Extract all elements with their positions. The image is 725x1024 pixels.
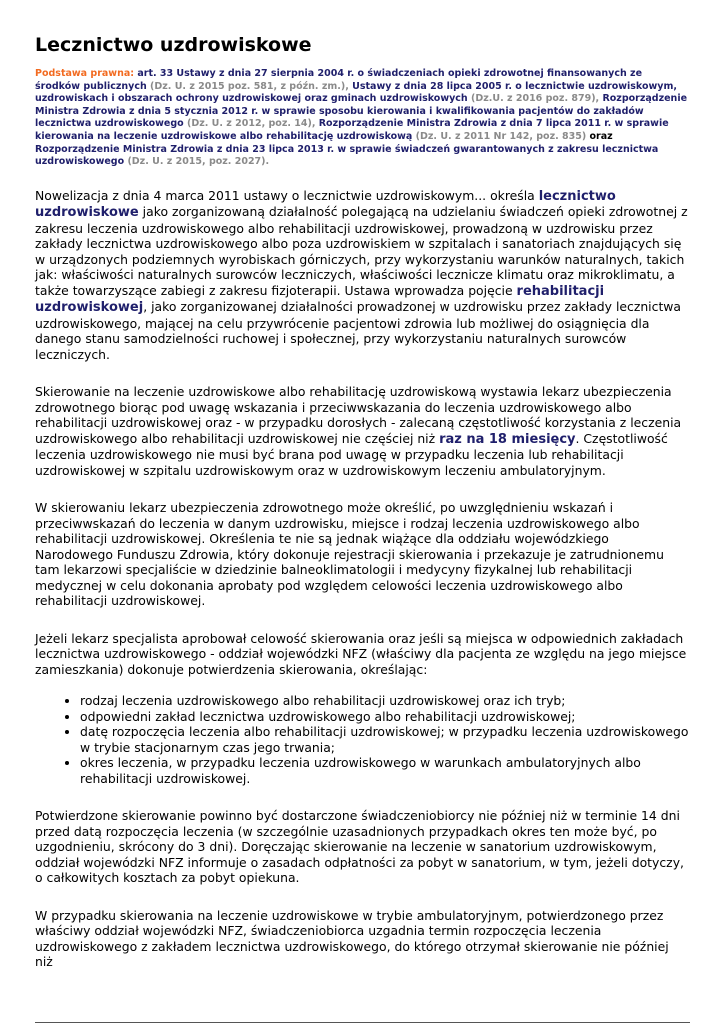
legal-act-reference: (Dz.U. z 2016 poz. 879), bbox=[467, 93, 600, 105]
legal-act-reference: (Dz. U. z 2011 Nr 142, poz. 835) bbox=[412, 130, 587, 142]
article-body bbox=[35, 188, 690, 970]
paragraph-confirmation bbox=[35, 631, 690, 678]
paragraph-delivery: Potwierdzone skierowanie powinno być dostarczone świadczeniobiorcy nie później niż w terminie 14 dni przed datą rozpoczęcia leczenia (w szczególnie uzasadnionych przypadkach okres ten może być, po uzgodnieniu, skrócony do 3 dni). Doręczając skierowanie na leczenie w sanatorium uzdrowiskowym, oddział wojewódzki NFZ informuje o zasadach odpłatności za pobyt w sanatorium, w tym, jeżeli dotyczy, o całkowitych kosztach za pobyt opiekuna. bbox=[35, 808, 684, 886]
paragraph-referral bbox=[35, 384, 690, 478]
paragraph-text: W skierowaniu lekarz ubezpieczenia zdrowotnego może określić, po uwzględnieniu wskazań i przeciwwskazań do leczenia w danym uzdrowisku, miejsce i rodzaj leczenia uzdrowiskowego albo rehabilitacji uzdrowiskowej. Określenia te nie są jednak wiążące dla oddziału wojewódzkiego Narodowego Funduszu Zdrowia, który dokonuje rejestracji skierowania i przekazuje je zatrudnionemu tam lekarzowi specjaliście w dziedzinie balneoklimatologii i medycyny fizykalnej lub rehabilitacji medycznej w celu dokonania aprobaty pod względem celowości leczenia uzdrowiskowego albo rehabilitacji uzdrowiskowej. bbox=[35, 500, 664, 609]
list-item: • odpowiedni zakład lecznictwa uzdrowiskowego albo rehabilitacji uzdrowiskowej; bbox=[80, 709, 690, 725]
paragraph-text: Skierowanie na leczenie uzdrowiskowe albo rehabilitację uzdrowiskową wystawia lekarz ubezpieczenia zdrowotnego biorąc pod uwagę wskazania i przeciwwskazania do leczenia uzdrowiskowego albo rehabilitacji uzdrowiskowej oraz - w przypadku dorosłych - zalecaną częstotliwość korzystania z leczenia uzdrowiskowego albo rehabilitacji uzdrowiskowej nie częściej niż bbox=[35, 384, 682, 446]
paragraph-outpatient: W przypadku skierowania na leczenie uzdrowiskowe w trybie ambulatoryjnym, potwierdzonego przez właściwy oddział wojewódzki NFZ, świadczeniobiorca uzgadnia termin rozpoczęcia leczenia uzdrowiskowego z zakładem lecznictwa uzdrowiskowego, do którego otrzymał skierowanie nie później niż bbox=[35, 907, 669, 970]
paragraph-text: , jako zorganizowanej działalności prowadzonej w uzdrowisku przez zakłady lecznictwa uzdrowiskowego, mającej na celu przywrócenie pacjentowi zdrowia lub możliwej do osiągnięcia dla danego stanu samodzielności ruchowej i społecznej, przy wykorzystaniu naturalnych surowców leczniczych. bbox=[35, 299, 682, 362]
list-item: • okres leczenia, w przypadku leczenia uzdrowiskowego w warunkach ambulatoryjnych albo rehabilitacji uzdrowiskowej. bbox=[80, 755, 690, 786]
paragraph-text: . Częstotliwość leczenia uzdrowiskowego nie musi być brana pod uwagę w przypadku leczenia lub rehabilitacji uzdrowiskowej w szpitalu uzdrowiskowym oraz w uzdrowiskowym leczeniu ambulatoryjnym. bbox=[35, 430, 668, 478]
page-title: Lecznictwo uzdrowiskowe bbox=[35, 34, 312, 56]
confirmation-list bbox=[35, 693, 690, 786]
document-page bbox=[35, 30, 690, 970]
paragraph-definition bbox=[35, 188, 690, 363]
legal-act-title: art. 33 Ustawy z dnia 27 sierpnia 2004 r. o świadczeniach opieki zdrowotnej finansowanych ze środków publicznych bbox=[35, 68, 643, 92]
paragraph-text: jako zorganizowaną działalność polegającą na udzielaniu świadczeń opieki zdrowotnej z zakresu leczenia uzdrowiskowego albo rehabilitacji uzdrowiskowej, prowadzoną w uzdrowisku przez zakłady lecznictwa uzdrowiskowego albo poza uzdrowiskiem w szpitalach i sanatoriach znajdujących się w urządzonych podziemnych wyrobiskach górniczych, przy wykorzystaniu warunków naturalnych, takich jak: właściwości naturalnych surowców leczniczych, właściwości lecznicze klimatu oraz mikroklimatu, a także towarzyszące zabiegi z zakresu fizjoterapii. Ustawa wprowadza pojęcie bbox=[35, 204, 688, 298]
legal-act-reference: (Dz. U. z 2015, poz. 2027). bbox=[124, 156, 270, 168]
legal-basis-text bbox=[35, 68, 687, 167]
legal-act-title: Rozporządzenie Ministra Zdrowia z dnia 7 lipca 2011 r. w sprawie kierowania na leczenie uzdrowiskowe albo rehabilitację uzdrowiskową bbox=[35, 118, 669, 142]
legal-act-title: Rozporządzenie Ministra Zdrowia z dnia 5 stycznia 2012 r. w sprawie sposobu kierowania i kwalifikowania pacjentów do zakładów lecznictwa uzdrowiskowego bbox=[35, 93, 688, 130]
paragraph-referral-details bbox=[35, 500, 690, 609]
legal-basis-label: Podstawa prawna: bbox=[35, 68, 135, 79]
legal-basis-connector: oraz bbox=[586, 130, 613, 142]
legal-act-reference: (Dz. U. z 2015 poz. 581, z późn. zm.), bbox=[146, 80, 349, 92]
legal-act-title: Rozporządzenie Ministra Zdrowia z dnia 23 lipca 2013 r. w sprawie świadczeń gwarantowanych z zakresu lecznictwa uzdrowiskowego bbox=[35, 143, 659, 168]
legal-basis bbox=[35, 68, 690, 169]
footer-divider bbox=[35, 1022, 690, 1023]
highlighted-term: lecznictwo uzdrowiskowe bbox=[35, 188, 616, 221]
paragraph-text: Jeżeli lekarz specjalista aprobował celowość skierowania oraz jeśli są miejsca w odpowiednich zakładach lecznictwa uzdrowiskowego - oddział wojewódzki NFZ (właściwy dla pacjenta ze względu na jego miejsce zamieszkania) dokonuje potwierdzenia skierowania, określając: bbox=[35, 630, 687, 677]
paragraph-text: Nowelizacja z dnia 4 marca 2011 ustawy o lecznictwie uzdrowiskowym... określa bbox=[35, 187, 539, 203]
legal-act-title: Ustawy z dnia 28 lipca 2005 r. o lecznictwie uzdrowiskowym, uzdrowiskach i obszarach ochrony uzdrowiskowej oraz gminach uzdrowiskowych bbox=[35, 80, 678, 105]
highlighted-term: rehabilitacji uzdrowiskowej bbox=[35, 283, 605, 316]
legal-act-reference: (Dz. U. z 2012, poz. 14), bbox=[183, 118, 316, 130]
list-item: • datę rozpoczęcia leczenia albo rehabilitacji uzdrowiskowej; w przypadku leczenia uzdrowiskowego w trybie stacjonarnym czas jego trwania; bbox=[80, 724, 690, 755]
list-item: • rodzaj leczenia uzdrowiskowego albo rehabilitacji uzdrowiskowej oraz ich tryb; bbox=[80, 693, 690, 709]
highlighted-term: raz na 18 miesięcy bbox=[439, 431, 576, 447]
